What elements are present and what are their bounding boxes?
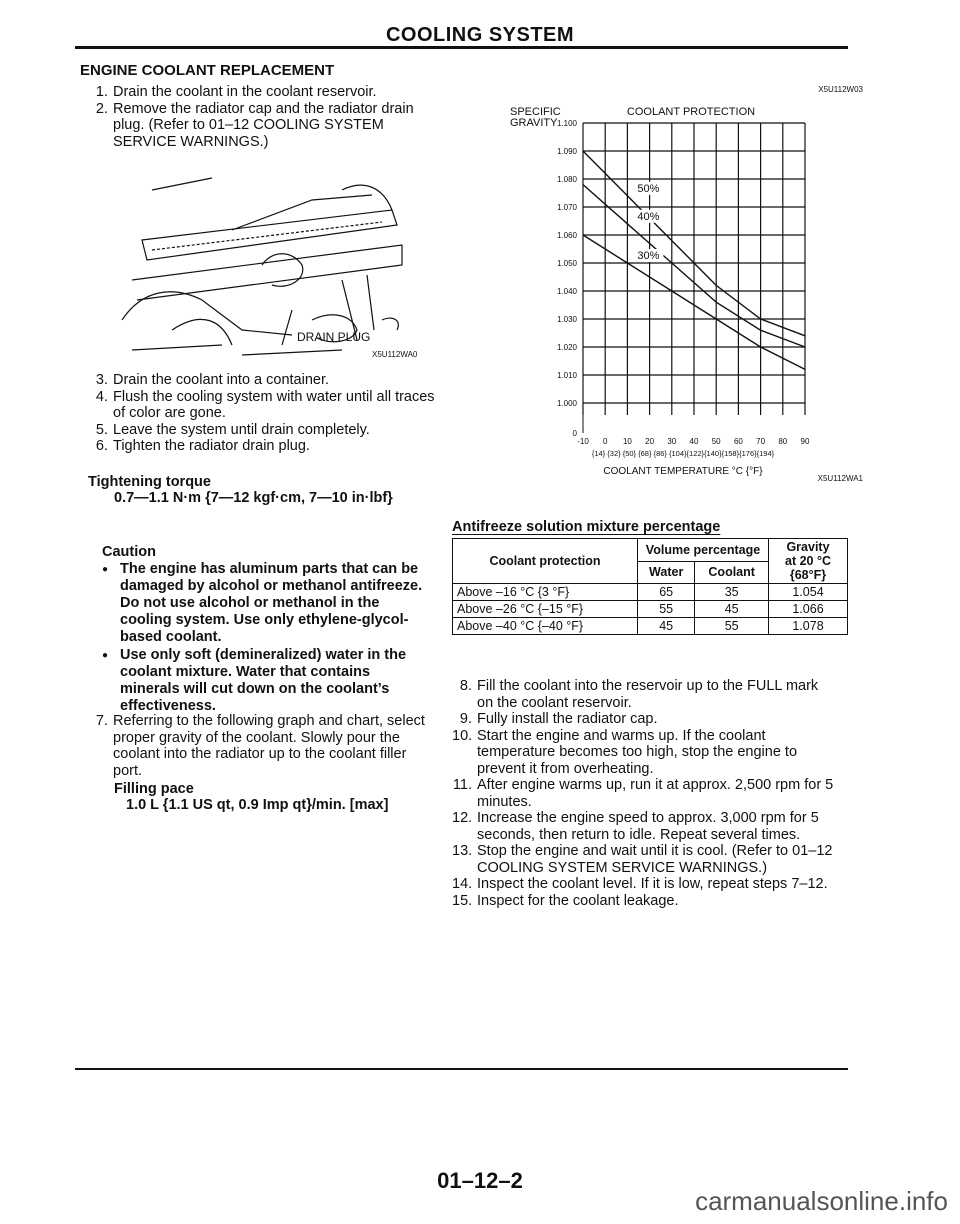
cell-gravity: 1.054 xyxy=(769,584,848,601)
x-tick-label: 10 xyxy=(622,437,632,446)
header-gravity-1: Gravity xyxy=(786,540,830,554)
filling-pace xyxy=(114,781,444,813)
step-text: Referring to the following graph and chart, select proper gravity of the coolant. Slowly pour the coolant into the radiator up to the coolant filler port. xyxy=(113,713,425,779)
drain-plug-figure xyxy=(112,170,442,370)
table-header-row xyxy=(453,539,848,562)
cell-water: 55 xyxy=(638,601,695,618)
y-tick-label: 1.060 xyxy=(556,231,577,240)
header-gravity-3: {68°F} xyxy=(789,568,827,582)
step-num: 9. xyxy=(459,711,472,727)
y-tick-label: 1.030 xyxy=(556,315,577,324)
section-heading: ENGINE COOLANT REPLACEMENT xyxy=(80,62,335,79)
step-6 xyxy=(88,438,448,455)
y-tick-label: 1.000 xyxy=(556,399,577,408)
chart-figure-code: X5U112W03 xyxy=(818,85,863,94)
x-tick-label: 50 xyxy=(711,437,721,446)
chart-xlabel: COOLANT TEMPERATURE °C {°F} xyxy=(603,466,763,477)
step-num: 7. xyxy=(95,713,108,729)
caution-item: ● The engine has aluminum parts that can be damaged by alcohol or methanol antifreeze. Do not use alcohol or methanol in the cooling system. Use only ethylene-glycol-based coolant. xyxy=(120,561,432,646)
step-num: 3. xyxy=(95,372,108,388)
series-label: 50% xyxy=(637,182,660,195)
mixture-table xyxy=(452,538,848,635)
y-tick-label: 1.080 xyxy=(556,175,577,184)
mixture-title: Antifreeze solution mixture percentage xyxy=(452,519,721,535)
step-text: Inspect the coolant level. If it is low, repeat steps 7–12. xyxy=(477,876,828,892)
step-text: Remove the radiator cap and the radiator drain plug. (Refer to 01–12 COOLING SYSTEM SERVICE WARNINGS.) xyxy=(113,100,414,150)
cell-protection: Above –26 °C {–15 °F} xyxy=(453,601,638,618)
step-text: Flush the cooling system with water until all traces of color are gone. xyxy=(113,388,435,421)
x-tick-label: -10 xyxy=(577,437,589,446)
chart-title: COOLANT PROTECTION xyxy=(626,106,756,118)
step-text: After engine warms up, run it at approx. 2,500 rpm for 5 minutes. xyxy=(477,777,834,810)
step-2 xyxy=(88,101,428,151)
torque-spec xyxy=(88,474,448,506)
chart-ylabel-2: GRAVITY xyxy=(510,117,558,129)
step-num: 14. xyxy=(452,876,473,892)
step-text: Start the engine and warms up. If the coolant temperature becomes too high, stop the engine to prevent it from overheating. xyxy=(477,727,798,777)
step-11 xyxy=(452,777,852,810)
header-gravity-2: at 20 °C xyxy=(785,554,831,568)
step-text: Increase the engine speed to approx. 3,000 rpm for 5 seconds, then return to idle. Repeat several times. xyxy=(477,810,819,843)
step-3 xyxy=(88,372,448,389)
y-tick-label: 1.050 xyxy=(556,259,577,268)
step-5 xyxy=(88,422,448,439)
step-9 xyxy=(452,711,852,728)
cell-water: 65 xyxy=(638,584,695,601)
step-num: 10. xyxy=(452,727,473,744)
x-tick-label: 80 xyxy=(778,437,788,446)
step-15 xyxy=(452,893,852,910)
x-tick-label: 60 xyxy=(733,437,743,446)
x-tick-label: 90 xyxy=(800,437,810,446)
radiator-illustration xyxy=(112,170,442,370)
step-text: Leave the system until drain completely. xyxy=(113,421,370,438)
step-num: 5. xyxy=(95,421,108,438)
step-text: Fill the coolant into the reservoir up to the FULL mark on the coolant reservoir. xyxy=(477,678,819,711)
x-tick-label: 40 xyxy=(689,437,699,446)
header-water: Water xyxy=(638,561,695,584)
step-num: 12. xyxy=(452,810,473,826)
header-coolant: Coolant xyxy=(695,561,769,584)
step-7 xyxy=(88,713,438,779)
drain-figure-code: X5U112WA0 xyxy=(372,350,418,359)
chart-ylabel-1: SPECIFIC xyxy=(510,106,561,118)
chart-svg xyxy=(478,78,878,518)
y-tick-label: 1.040 xyxy=(556,287,577,296)
series-label: 40% xyxy=(637,210,660,223)
table-row xyxy=(453,584,848,601)
left-steps-1 xyxy=(88,84,428,150)
step-num: 6. xyxy=(95,438,108,454)
header-volume: Volume percentage xyxy=(638,539,769,562)
y-tick-label: 1.010 xyxy=(556,371,577,380)
step-14 xyxy=(452,876,852,893)
caution-list xyxy=(102,561,432,715)
x-tick-label: 30 xyxy=(667,437,677,446)
y-tick-label: 1.100 xyxy=(556,119,577,128)
table-row xyxy=(453,601,848,618)
y-tick-label: 1.070 xyxy=(556,203,577,212)
step-num: 13. xyxy=(452,843,473,859)
x-tick-label: 20 xyxy=(645,437,655,446)
step-text: Inspect for the coolant leakage. xyxy=(477,892,679,909)
step-num: 15. xyxy=(452,892,473,909)
header-protection: Coolant protection xyxy=(453,539,638,584)
filling-title: Filling pace xyxy=(114,781,194,797)
chart-x-ticks xyxy=(577,437,810,446)
caution-item: ● Use only soft (demineralized) water in the coolant mixture. Water that contains minerals will cut down on the coolant’s effectiveness. xyxy=(120,647,432,715)
caution-block xyxy=(102,544,432,716)
cell-protection: Above –16 °C {3 °F} xyxy=(453,584,638,601)
step-text: Stop the engine and wait until it is cool. (Refer to 01–12 COOLING SYSTEM SERVICE WARNINGS.) xyxy=(477,843,833,876)
cell-protection: Above –40 °C {–40 °F} xyxy=(453,618,638,635)
cell-gravity: 1.066 xyxy=(769,601,848,618)
cell-coolant: 45 xyxy=(695,601,769,618)
y-tick-label: 0 xyxy=(572,429,577,438)
step-4 xyxy=(88,389,448,422)
watermark: carmanualsonline.info xyxy=(695,1186,948,1216)
x-tick-label: 0 xyxy=(602,437,608,446)
cell-water: 45 xyxy=(638,618,695,635)
y-tick-label: 1.020 xyxy=(556,343,577,352)
chart-figure-code-bottom: X5U112WA1 xyxy=(817,474,863,483)
step-text: Drain the coolant into a container. xyxy=(113,372,330,388)
series-label: 30% xyxy=(637,250,660,262)
step-num: 8. xyxy=(459,678,472,694)
header-gravity xyxy=(769,539,848,584)
torque-value: 0.7—1.1 N·m {7—12 kgf·cm, 7—10 in·lbf} xyxy=(114,490,393,506)
header-rule xyxy=(75,46,848,49)
step-13 xyxy=(452,843,852,876)
step-8 xyxy=(452,678,852,711)
step-10 xyxy=(452,728,852,778)
coolant-protection-chart xyxy=(478,78,878,518)
drain-plug-label: DRAIN PLUG xyxy=(297,330,371,344)
mixture-table-wrap xyxy=(452,538,848,635)
x-tick-label: 70 xyxy=(756,437,766,446)
step-num: 1. xyxy=(95,84,108,100)
torque-title: Tightening torque xyxy=(88,474,211,490)
chart-y-ticks xyxy=(557,119,578,438)
step-1 xyxy=(88,84,428,101)
footer-rule xyxy=(75,1068,848,1070)
cell-gravity: 1.078 xyxy=(769,618,848,635)
step-num: 11. xyxy=(452,777,472,793)
step-num: 4. xyxy=(95,388,108,405)
step-12 xyxy=(452,810,852,843)
step-num: 2. xyxy=(95,100,108,117)
page-title: COOLING SYSTEM xyxy=(385,24,575,46)
cell-coolant: 35 xyxy=(695,584,769,601)
left-steps-2 xyxy=(88,372,448,455)
table-row xyxy=(453,618,848,635)
right-steps xyxy=(452,678,852,909)
step-text: Drain the coolant in the coolant reservoir. xyxy=(113,84,377,100)
step-text: Fully install the radiator cap. xyxy=(477,711,658,727)
filling-value: 1.0 L {1.1 US qt, 0.9 Imp qt}/min. [max] xyxy=(126,797,389,813)
chart-x-ticks-f: {14} {32} {50} {68} {86} {104}{122}{140}{158}{176}{194} xyxy=(591,449,775,458)
caution-title: Caution xyxy=(102,544,156,560)
step-7-block xyxy=(88,713,438,779)
cell-coolant: 55 xyxy=(695,618,769,635)
chart-grid xyxy=(583,123,805,433)
y-tick-label: 1.090 xyxy=(556,147,577,156)
page-number: 01–12–2 xyxy=(437,1168,523,1193)
step-text: Tighten the radiator drain plug. xyxy=(113,438,310,454)
